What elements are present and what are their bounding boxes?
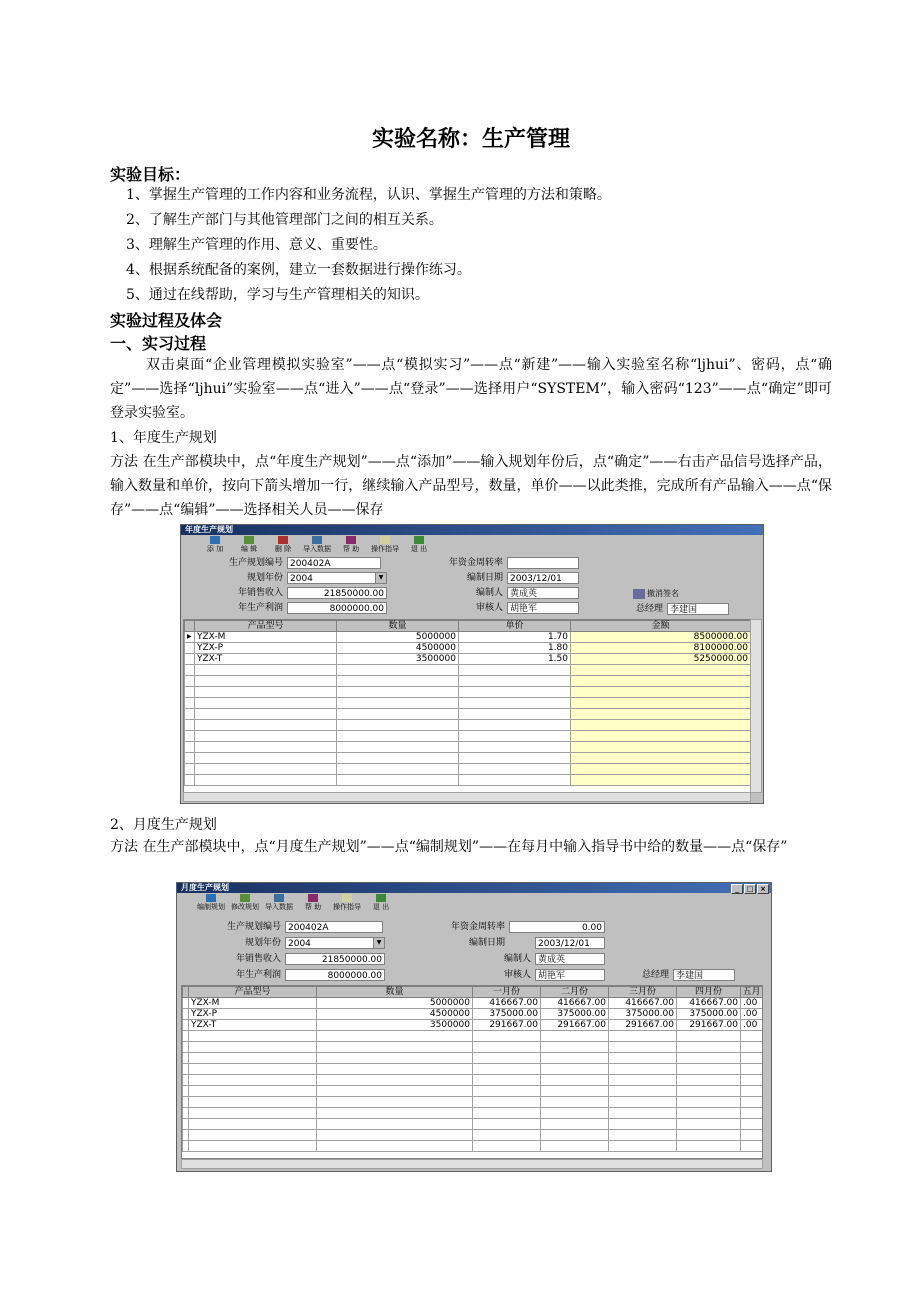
monthly-table xyxy=(181,985,763,1159)
turnover-label: 年资金周转率 xyxy=(450,922,505,932)
delete-icon xyxy=(278,536,288,544)
table-row[interactable] xyxy=(185,698,751,709)
gm-label: 总经理 xyxy=(641,970,669,980)
maker-field[interactable]: 黄成英 xyxy=(535,953,605,965)
compile-plan-button[interactable]: 编制规划 xyxy=(197,893,225,911)
table-row[interactable] xyxy=(183,1119,763,1130)
import-button[interactable]: 导入数据 xyxy=(265,893,293,911)
auditor-label: 审核人 xyxy=(503,970,531,980)
table-row[interactable] xyxy=(185,775,751,786)
turnover-field[interactable]: 0.00 xyxy=(509,921,605,933)
table-cell[interactable]: 1.80 xyxy=(459,643,571,654)
window-titlebar xyxy=(181,525,763,535)
method-paragraph: 方法 在生产部模块中，点“月度生产规划”——点“编制规划”——在每月中输入指导书中给的数量——点“保存” xyxy=(110,839,788,855)
help-book-icon xyxy=(308,894,318,902)
table-row[interactable] xyxy=(183,998,763,1009)
exit-button[interactable]: 退 出 xyxy=(367,893,395,911)
table-cell: 8500000.00 xyxy=(571,632,751,643)
edit-icon xyxy=(244,536,254,544)
gm-field[interactable]: 李建国 xyxy=(673,969,735,981)
method-paragraph: 方法 在生产部模块中，点“年度生产规划”——点“添加”——输入规划年份后，点“确定”——右击产品信号选择产品，输入数量和单价，按向下箭头增加一行，继续输入产品型号，数量，单价——以此类推，完成所有产品输入——点“保存”——点“编辑”——选择相关人员——保存 xyxy=(110,454,832,518)
column-header[interactable]: 一月份 xyxy=(473,987,541,998)
table-cell[interactable]: 375000.00 xyxy=(609,1009,677,1020)
year-label: 规划年份 xyxy=(244,938,281,948)
gm-field[interactable]: 李建国 xyxy=(667,603,729,615)
table-cell[interactable]: 416667.00 xyxy=(473,998,541,1009)
guide-button[interactable]: 操作指导 xyxy=(333,893,361,911)
edit-icon xyxy=(240,894,250,902)
table-row[interactable] xyxy=(185,676,751,687)
table-cell[interactable]: 375000.00 xyxy=(541,1009,609,1020)
auditor-field[interactable]: 胡艳军 xyxy=(535,969,605,981)
table-row[interactable] xyxy=(183,1086,763,1097)
table-row[interactable] xyxy=(185,632,751,643)
table-header xyxy=(183,987,763,998)
modify-plan-button[interactable]: 修改规划 xyxy=(231,893,259,911)
maker-field[interactable]: 黄成英 xyxy=(507,587,579,599)
plan-no-field[interactable]: 200402A xyxy=(285,921,383,933)
import-button[interactable]: 导入数据 xyxy=(303,535,331,553)
table-cell[interactable]: 291667.00 xyxy=(609,1020,677,1031)
column-header[interactable]: 数量 xyxy=(317,987,473,998)
turnover-label: 年资金周转率 xyxy=(448,558,503,568)
auditor-label: 审核人 xyxy=(475,603,503,613)
table-row[interactable] xyxy=(185,720,751,731)
gm-label: 总经理 xyxy=(635,604,663,614)
vertical-scrollbar[interactable] xyxy=(750,619,762,793)
guide-button[interactable]: 操作指导 xyxy=(371,535,399,553)
monthly-plan-window xyxy=(176,882,772,1172)
date-field[interactable]: 2003/12/01 xyxy=(507,572,579,584)
table-row[interactable] xyxy=(183,1009,763,1020)
goal-item: 4、根据系统配备的案例，建立一套数据进行操作练习。 xyxy=(126,262,471,278)
maker-label: 编制人 xyxy=(475,588,503,598)
guide-icon xyxy=(380,536,390,544)
chevron-down-icon[interactable]: ▼ xyxy=(375,573,386,583)
chevron-down-icon[interactable]: ▼ xyxy=(373,938,384,948)
sales-label: 年销售收入 xyxy=(237,588,283,598)
profit-label: 年生产利润 xyxy=(235,970,281,980)
profit-field[interactable]: 8000000.00 xyxy=(287,602,387,614)
column-header[interactable]: 数量 xyxy=(337,621,459,632)
window-title: 年度生产规划 xyxy=(185,525,233,534)
table-cell[interactable]: 416667.00 xyxy=(677,998,741,1009)
table-cell[interactable]: 291667.00 xyxy=(677,1020,741,1031)
table-cell[interactable]: 1.50 xyxy=(459,654,571,665)
table-header xyxy=(185,621,751,632)
exit-button[interactable]: 退 出 xyxy=(405,535,433,553)
row-indicator: ▶ xyxy=(185,632,195,643)
revoke-sign-label[interactable]: 撤消签名 xyxy=(647,589,679,598)
table-cell: 8100000.00 xyxy=(571,643,751,654)
column-header[interactable]: 产品型号 xyxy=(195,621,337,632)
auditor-field[interactable]: 胡艳军 xyxy=(507,602,579,614)
table-cell[interactable]: 291667.00 xyxy=(541,1020,609,1031)
table-row[interactable] xyxy=(185,665,751,676)
horizontal-scrollbar[interactable] xyxy=(183,792,751,802)
table-row[interactable] xyxy=(185,687,751,698)
intro-paragraph: 双击桌面“企业管理模拟实验室”——点“模拟实习”——点“新建”——输入实验室名称“ljhui”、密码，点“确定”——选择“ljhui”实验室——点“进入”——点“登录”——选择用户“SYSTEM”，输入密码“123”——点“确定”即可登录实验室。 xyxy=(110,357,832,421)
table-cell[interactable]: .00 xyxy=(741,998,763,1009)
table-row[interactable] xyxy=(185,764,751,775)
table-cell[interactable]: 291667.00 xyxy=(473,1020,541,1031)
guide-icon xyxy=(342,894,352,902)
exit-door-icon xyxy=(376,894,386,902)
table-cell[interactable]: 4500000 xyxy=(317,1009,473,1020)
practice-heading: 一、实习过程 xyxy=(110,334,207,353)
goals-heading: 实验目标： xyxy=(110,165,191,184)
help-button[interactable]: 帮 助 xyxy=(337,535,365,553)
column-header[interactable]: 单价 xyxy=(459,621,571,632)
table-cell[interactable]: 3500000 xyxy=(317,1020,473,1031)
horizontal-scrollbar[interactable] xyxy=(181,1159,763,1169)
table-row[interactable] xyxy=(185,654,751,665)
table-row[interactable] xyxy=(185,643,751,654)
table-cell[interactable]: 416667.00 xyxy=(609,998,677,1009)
window-title: 月度生产规划 xyxy=(181,883,229,892)
table-row[interactable] xyxy=(183,1075,763,1086)
goal-item: 2、了解生产部门与其他管理部门之间的相互关系。 xyxy=(126,212,443,228)
column-header[interactable]: 五月 xyxy=(742,987,761,997)
compile-icon xyxy=(206,894,216,902)
plan-no-label: 生产规划编号 xyxy=(228,558,283,568)
table-cell[interactable]: 375000.00 xyxy=(677,1009,741,1020)
table-cell[interactable]: 416667.00 xyxy=(541,998,609,1009)
date-label: 编制日期 xyxy=(468,938,505,948)
table-row[interactable] xyxy=(185,709,751,720)
help-button[interactable]: 帮 助 xyxy=(299,893,327,911)
year-select[interactable]: 2004 ▼ xyxy=(287,572,387,584)
table-row[interactable] xyxy=(183,1108,763,1119)
table-row[interactable] xyxy=(183,1097,763,1108)
year-select[interactable]: 2004 ▼ xyxy=(285,937,385,949)
table-row[interactable] xyxy=(185,753,751,764)
profit-label: 年生产利润 xyxy=(237,603,283,613)
column-header[interactable]: 产品型号 xyxy=(189,987,317,998)
exit-door-icon xyxy=(414,536,424,544)
table-row[interactable] xyxy=(183,1020,763,1031)
table-cell[interactable]: YZX-P xyxy=(195,643,337,654)
table-cell[interactable]: .00 xyxy=(741,1009,763,1020)
table-row[interactable] xyxy=(185,742,751,753)
table-cell[interactable]: YZX-T xyxy=(189,1020,317,1031)
profit-field[interactable]: 8000000.00 xyxy=(285,969,385,981)
sales-label: 年销售收入 xyxy=(235,954,281,964)
add-button[interactable]: 添 加 xyxy=(201,535,229,553)
plan-no-label: 生产规划编号 xyxy=(226,922,281,932)
column-header[interactable]: 二月份 xyxy=(541,987,609,998)
date-label: 编制日期 xyxy=(466,573,503,583)
maximize-button[interactable]: □ xyxy=(744,884,756,894)
column-header[interactable]: 三月份 xyxy=(609,987,677,998)
maker-label: 编制人 xyxy=(503,954,531,964)
date-field[interactable]: 2003/12/01 xyxy=(535,937,605,949)
table-cell[interactable]: 1.70 xyxy=(459,632,571,643)
table-cell[interactable]: 5000000 xyxy=(337,632,459,643)
edit-button[interactable]: 编 辑 xyxy=(235,535,263,553)
table-row[interactable] xyxy=(183,1053,763,1064)
table-row[interactable] xyxy=(183,1064,763,1075)
table-row[interactable] xyxy=(183,1042,763,1053)
table-cell[interactable]: 375000.00 xyxy=(473,1009,541,1020)
goal-item: 3、理解生产管理的作用、意义、重要性。 xyxy=(126,237,387,253)
goal-item: 1、掌握生产管理的工作内容和业务流程，认识、掌握生产管理的方法和策略。 xyxy=(126,187,611,203)
sales-field[interactable]: 21850000.00 xyxy=(285,953,385,965)
sales-field[interactable]: 21850000.00 xyxy=(287,587,387,599)
window-titlebar xyxy=(177,883,771,893)
close-button[interactable]: × xyxy=(757,884,769,894)
process-heading: 实验过程及体会 xyxy=(110,311,223,330)
toolbar xyxy=(177,893,771,911)
year-label: 规划年份 xyxy=(246,573,283,583)
goal-item: 5、通过在线帮助，学习与生产管理相关的知识。 xyxy=(126,287,429,303)
table-cell[interactable]: .00 xyxy=(741,1020,763,1031)
table-cell[interactable]: 3500000 xyxy=(337,654,459,665)
table-row[interactable] xyxy=(183,1130,763,1141)
sign-icon[interactable] xyxy=(633,589,645,599)
column-header[interactable]: 四月份 xyxy=(677,987,741,998)
table-row[interactable] xyxy=(183,1031,763,1042)
table-cell[interactable]: YZX-M xyxy=(189,998,317,1009)
page-title: 实验名称：生产管理 xyxy=(371,127,570,152)
table-cell: 5250000.00 xyxy=(571,654,751,665)
table-cell[interactable]: 5000000 xyxy=(317,998,473,1009)
section-heading: 1、年度生产规划 xyxy=(110,430,217,446)
table-cell[interactable]: YZX-M xyxy=(195,632,337,643)
import-icon xyxy=(274,894,284,902)
column-header[interactable]: 金额 xyxy=(571,621,751,632)
table-row[interactable] xyxy=(185,731,751,742)
annual-plan-window xyxy=(180,524,764,804)
section-heading: 2、月度生产规划 xyxy=(110,817,217,833)
table-cell[interactable]: YZX-P xyxy=(189,1009,317,1020)
table-row[interactable] xyxy=(183,1141,763,1152)
help-book-icon xyxy=(346,536,356,544)
toolbar xyxy=(181,535,763,553)
table-cell[interactable]: 4500000 xyxy=(337,643,459,654)
table-cell[interactable]: YZX-T xyxy=(195,654,337,665)
import-icon xyxy=(312,536,322,544)
add-icon xyxy=(210,536,220,544)
delete-button[interactable]: 删 除 xyxy=(269,535,297,553)
turnover-field[interactable] xyxy=(507,557,579,569)
plan-no-field[interactable]: 200402A xyxy=(287,557,381,569)
minimize-button[interactable]: _ xyxy=(731,884,743,894)
product-table xyxy=(183,619,751,793)
